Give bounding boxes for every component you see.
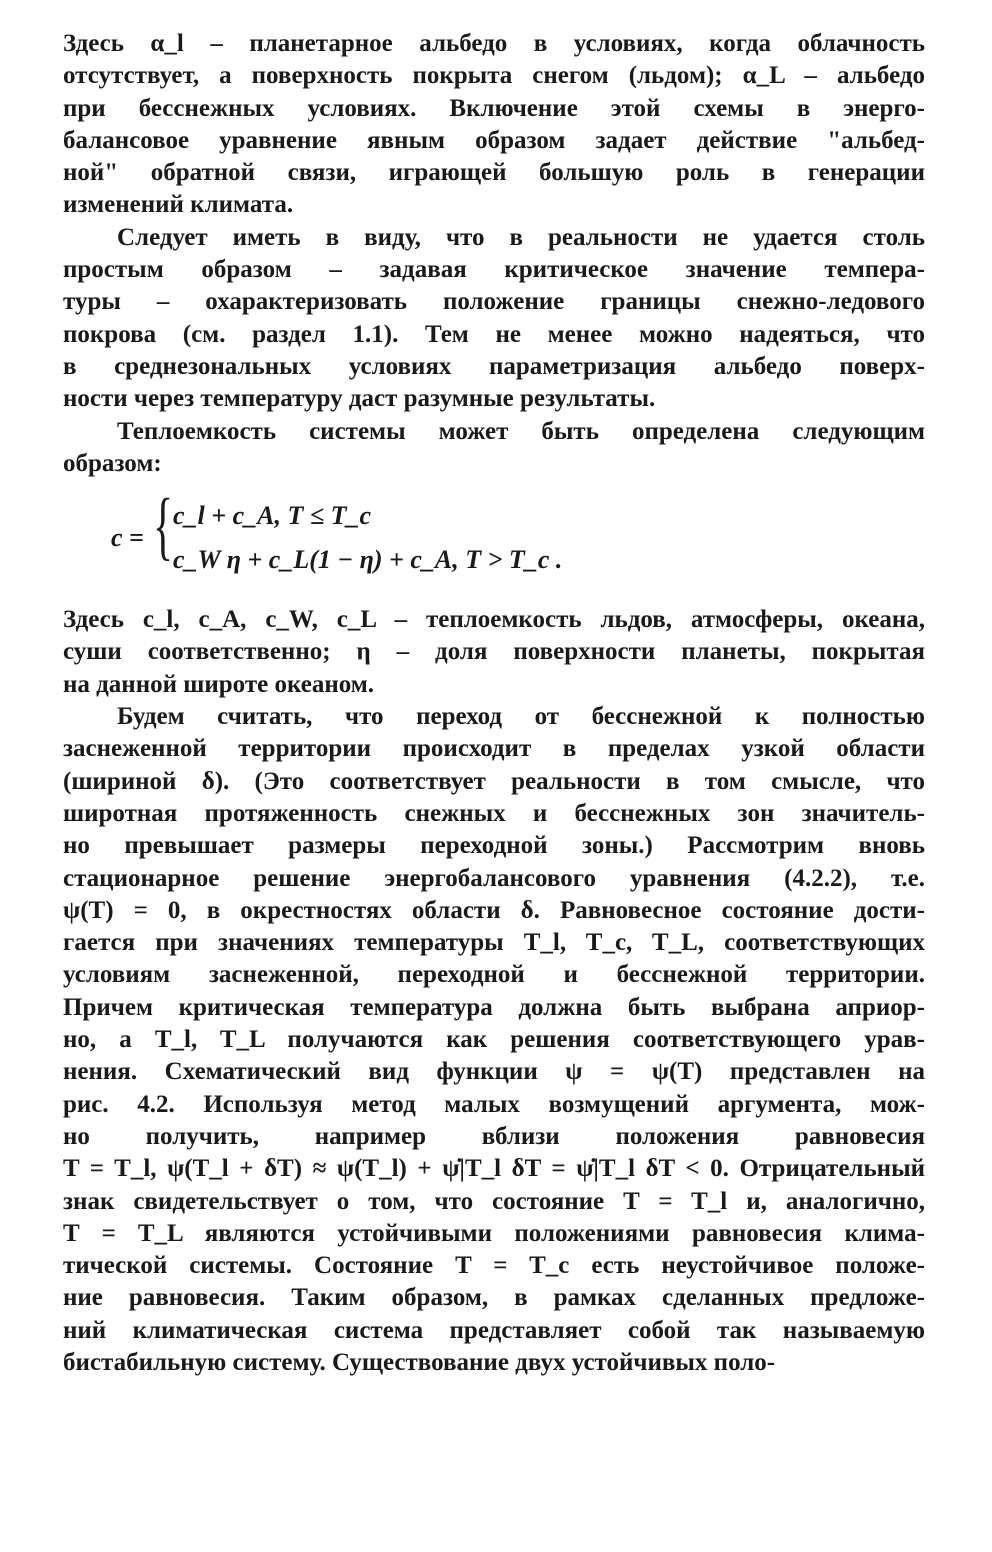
text-line: Теплоемкость системы может быть определена следующим	[117, 417, 925, 445]
text-line: знак свидетельствует о том, что состояние T = T_l и, аналогично,	[63, 1187, 925, 1215]
text-line: Причем критическая температура должна быть выбрана априор-	[63, 993, 925, 1021]
text-line: ний климатическая система представляет собой так называемую	[63, 1316, 925, 1344]
text-line: отсутствует, а поверхность покрыта снегом (льдом); α_L – альбедо	[63, 62, 925, 90]
text-line: заснеженной территории происходит в пределах узкой области	[63, 735, 925, 763]
paragraph-critical-temperature	[63, 222, 925, 416]
text-line: широтная протяженность снежных и бесснежных зон значитель-	[63, 799, 925, 827]
equation-lhs: c =	[111, 523, 144, 553]
page-text	[63, 28, 925, 1379]
text-line: балансовое уравнение явным образом задает действие "альбед-	[63, 126, 925, 154]
text-line: рис. 4.2. Используя метод малых возмущений аргумента, мож-	[63, 1090, 925, 1118]
text-line: Здесь c_l, c_A, c_W, c_L – теплоемкость льдов, атмосферы, океана,	[63, 606, 925, 634]
text-line: бистабильную систему. Существование двух устойчивых поло-	[63, 1348, 776, 1376]
text-line: изменений климата.	[63, 191, 294, 219]
equation-case-frozen: c_l + c_A, T ≤ T_c	[173, 501, 372, 531]
text-line: простым образом – задавая критическое значение темпера-	[63, 256, 925, 284]
text-line: туры – охарактеризовать положение границы снежно-ледового	[63, 288, 925, 316]
text-line: тической системы. Состояние T = T_c есть неустойчивое положе-	[63, 1252, 925, 1280]
left-brace: {	[153, 484, 174, 569]
paragraph-bistability	[63, 701, 925, 1379]
heat-capacity-equation	[63, 486, 925, 596]
text-line: но, а T_l, T_L получаются как решения соответствующего урав-	[63, 1026, 925, 1054]
text-line: но получить, например вблизи положения равновесия	[63, 1122, 925, 1150]
equation-case-ice-free: c_W η + c_L(1 − η) + c_A, T > T_c .	[173, 545, 563, 575]
text-line: в среднезональных условиях параметризация альбедо поверх-	[63, 352, 925, 380]
text-line: (шириной δ). (Это соответствует реальности в том смысле, что	[63, 767, 925, 795]
text-line: покрова (см. раздел 1.1). Тем не менее можно надеяться, что	[63, 320, 925, 348]
text-line: условиям заснеженной, переходной и бесснежной территории.	[63, 961, 925, 989]
paragraph-albedo	[63, 28, 925, 222]
text-line: гается при значениях температуры T_l, T_c, T_L, соответствующих	[63, 929, 925, 957]
text-line: ности через температуру даст разумные результаты.	[63, 385, 656, 413]
text-line: T = T_L являются устойчивыми положениями равновесия клима-	[63, 1219, 925, 1247]
paragraph-heat-capacity	[63, 416, 925, 481]
text-line: суши соответственно; η – доля поверхности планеты, покрытая	[63, 638, 925, 666]
text-line: нения. Схематический вид функции ψ = ψ(T) представлен на	[63, 1058, 925, 1086]
text-line: стационарное решение энергобалансового уравнения (4.2.2), т.е.	[63, 864, 925, 892]
text-line: T = T_l, ψ(T_l + δT) ≈ ψ(T_l) + ψ̇|T_l δT = ψ̇|T_l δT < 0. Отрицательный	[63, 1155, 925, 1183]
text-line: на данной широте океаном.	[63, 670, 375, 698]
text-line: при бесснежных условиях. Включение этой схемы в энерго-	[63, 94, 925, 122]
text-line: образом:	[63, 449, 162, 477]
text-line: Следует иметь в виду, что в реальности не удается столь	[117, 223, 925, 251]
text-line: ние равновесия. Таким образом, в рамках сделанных предложе-	[63, 1284, 925, 1312]
text-line: но превышает размеры переходной зоны.) Рассмотрим вновь	[63, 832, 925, 860]
text-line: Будем считать, что переход от бесснежной к полностью	[117, 703, 925, 731]
text-line: ной" обратной связи, играющей большую роль в генерации	[63, 159, 925, 187]
text-line: ψ(T) = 0, в окрестностях области δ. Равновесное состояние дости-	[63, 896, 925, 924]
paragraph-heat-capacity-definitions	[63, 604, 925, 701]
text-line: Здесь α_l – планетарное альбедо в условиях, когда облачность	[63, 30, 925, 57]
